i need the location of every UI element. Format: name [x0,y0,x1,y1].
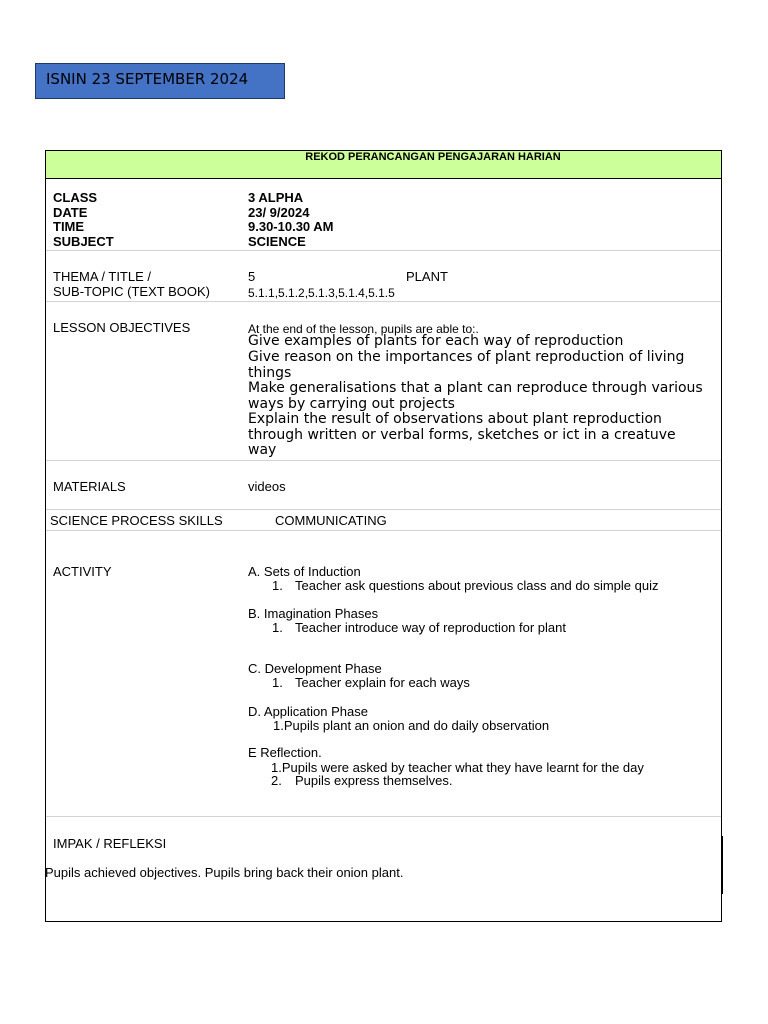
activity-c-title: C. Development Phase [248,661,382,676]
thema-label: THEMA / TITLE / [53,269,152,284]
materials-label: MATERIALS [53,479,126,494]
row-divider [46,301,721,302]
table-title: REKOD PERANCANGAN PENGAJARAN HARIAN [305,151,561,163]
activity-e-item: Pupils express themselves. [295,773,453,788]
activity-a-item: Teacher ask questions about previous class and do simple quiz [295,578,659,593]
class-label: CLASS [53,190,98,205]
materials-value: videos [248,479,286,494]
row-divider [46,460,721,461]
border-accent [721,836,723,894]
objectives-intro: At the end of the lesson, pupils are able to:. [248,322,479,336]
activity-e-item: 1.Pupils were asked by teacher what they have learnt for the day [271,760,644,775]
activity-e-number: 2. [271,773,282,788]
activity-b-item: Teacher introduce way of reproduction for plant [295,620,566,635]
row-divider [46,530,721,531]
impak-label: IMPAK / REFLEKSI [53,836,167,851]
time-label: TIME [53,219,85,234]
objective-item: Explain the result of observations about plant reproduction through written or verbal forms, sketches or ict in a creatuve way [248,411,676,459]
thema-title: PLANT [406,269,448,284]
objective-item: Make generalisations that a plant can reproduce through various ways by carrying out projects [248,380,703,412]
date-value: 23/ 9/2024 [248,205,310,220]
subtopic-label: SUB-TOPIC (TEXT BOOK) [53,284,210,299]
objective-item: Give examples of plants for each way of reproduction [248,333,624,349]
date-banner: ISNIN 23 SEPTEMBER 2024 [35,63,285,99]
activity-b-title: B. Imagination Phases [248,606,379,621]
subject-label: SUBJECT [53,234,114,249]
thema-number: 5 [248,269,256,284]
activity-b-number: 1. [272,620,283,635]
time-value: 9.30-10.30 AM [248,219,334,234]
objectives-label: LESSON OBJECTIVES [53,320,191,335]
activity-c-item: Teacher explain for each ways [295,675,470,690]
activity-c-number: 1. [272,675,283,690]
skills-label: SCIENCE PROCESS SKILLS [50,513,223,528]
activity-label: ACTIVITY [53,564,112,579]
row-divider [46,509,721,510]
lesson-plan-table [45,150,722,922]
activity-a-title: A. Sets of Induction [248,564,361,579]
objective-item: Give reason on the importances of plant reproduction of living things [248,349,685,381]
activity-d-title: D. Application Phase [248,704,368,719]
row-divider [46,250,721,251]
row-divider [46,816,721,817]
subtopic-value: 5.1.1,5.1.2,5.1.3,5.1.4,5.1.5 [248,286,395,300]
table-header [46,151,721,179]
skills-value: COMMUNICATING [275,513,387,528]
date-label: DATE [53,205,88,220]
impak-text: Pupils achieved objectives. Pupils bring back their onion plant. [45,865,404,880]
activity-a-number: 1. [272,578,283,593]
class-value: 3 ALPHA [248,190,304,205]
activity-d-item: 1.Pupils plant an onion and do daily observation [273,718,550,733]
subject-value: SCIENCE [248,234,306,249]
activity-e-title: E Reflection. [248,745,322,760]
